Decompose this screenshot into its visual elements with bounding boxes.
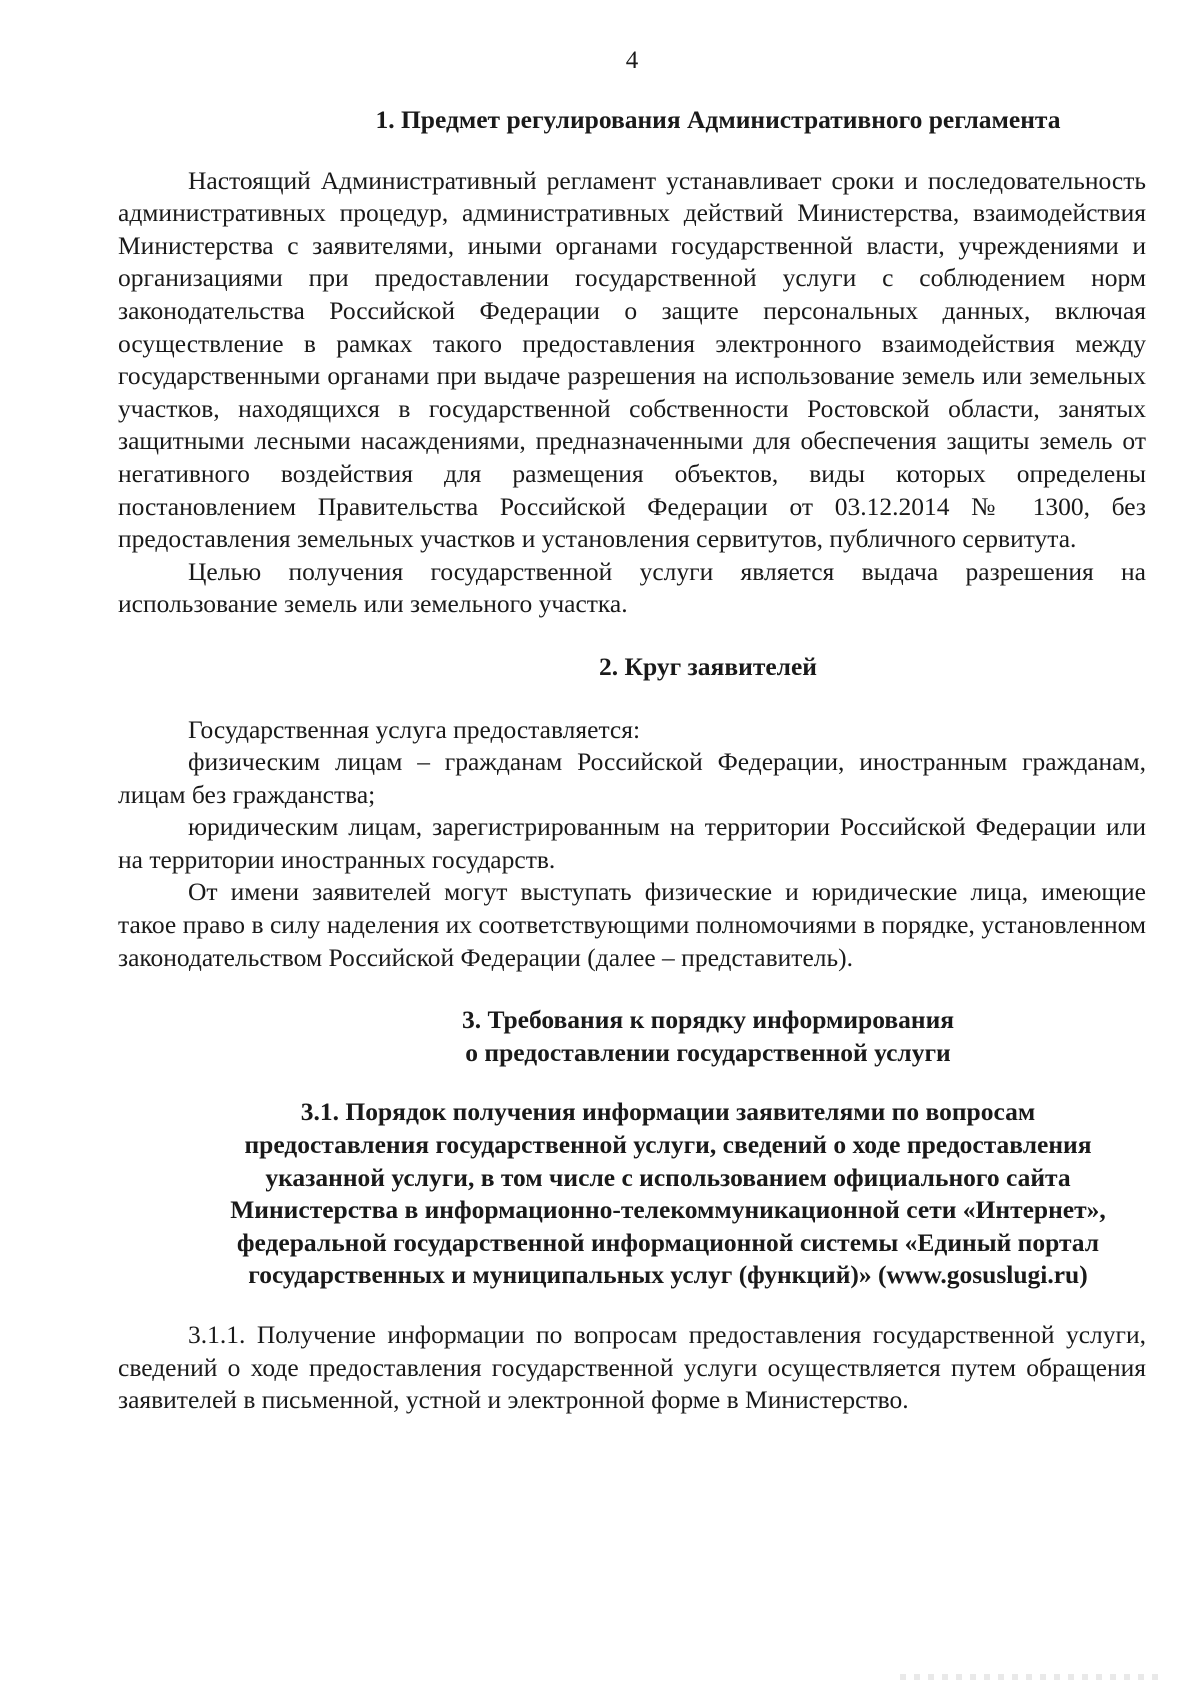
section-1-paragraph-1: Настоящий Административный регламент устанавливает сроки и последовательность административных процедур, административных действий Министерства, взаимодействия Министерства с заявителями, иными органами государственной власти, учреждениями и организациями при предоставлении государственной услуги с соблюдением норм законодательства Российской Федерации о защите персональных данных, включая осуществление в рамках такого предоставления электронного взаимодействия между государственными органами при выдаче разрешения на использование земель или земельных участков, находящихся в государственной собственности Ростовской области, занятых защитными лесными насаждениями, предназначенными для обеспечения защиты земель от негативного воздействия для размещения объектов, виды которых определены постановлением Правительства Российской Федерации от 03.12.2014 № 1300, без предоставления земельных участков и установления сервитутов, публичного сервитута. <box>118 165 1146 554</box>
section-3-1-title-line: предоставления государственной услуги, сведений о ходе предоставления <box>244 1130 1092 1160</box>
section-3-1-title-line: 3.1. Порядок получения информации заявителями по вопросам <box>300 1097 1036 1127</box>
section-3-1-title <box>118 1096 1178 1292</box>
section-3-1-title-line: федеральной государственной информационной системы «Единый портал <box>236 1227 1100 1257</box>
section-3-1-title-line: Министерства в информационно-телекоммуникационной сети «Интернет», <box>230 1195 1106 1225</box>
section-1-title: 1. Предмет регулирования Административного регламента <box>375 105 1061 134</box>
section-3-title-line-2: о предоставлении государственной услуги <box>465 1037 951 1067</box>
section-2-paragraph-1: физическим лицам – гражданам Российской Федерации, иностранным гражданам, лицам без гражданства; <box>118 747 1146 809</box>
section-3-1-1-paragraph: 3.1.1. Получение информации по вопросам предоставления государственной услуги, сведений о ходе предоставления государственной услуги осуществляется путем обращения заявителей в письменной, устной и электронной форме в Министерство. <box>118 1320 1146 1415</box>
document-content <box>118 104 1146 1417</box>
section-2-paragraph-2: юридическим лицам, зарегистрированным на территории Российской Федерации или на территории иностранных государств. <box>118 812 1146 874</box>
section-3-1-title-line: указанной услуги, в том числе с использованием официального сайта <box>265 1162 1071 1192</box>
scan-artifact <box>900 1674 1160 1680</box>
section-3-1-title-line: государственных и муниципальных услуг (функций)» (www.gosuslugi.ru) <box>248 1260 1088 1290</box>
section-1-paragraph-2: Целью получения государственной услуги является выдача разрешения на использование земель или земельного участка. <box>118 556 1146 619</box>
section-2-paragraph-3: От имени заявителей могут выступать физические и юридические лица, имеющие такое право в силу наделения их соответствующими полномочиями в порядке, установленном законодательством Российской Федерации (далее – представитель). <box>118 877 1146 972</box>
page-number: 4 <box>625 47 639 74</box>
section-2-intro: Государственная услуга предоставляется: <box>188 714 641 744</box>
section-2-title: 2. Круг заявителей <box>599 651 817 681</box>
section-3-title-line-1: 3. Требования к порядку информирования <box>461 1005 955 1035</box>
document-page <box>118 0 1146 1698</box>
section-3-title <box>118 1004 1148 1069</box>
